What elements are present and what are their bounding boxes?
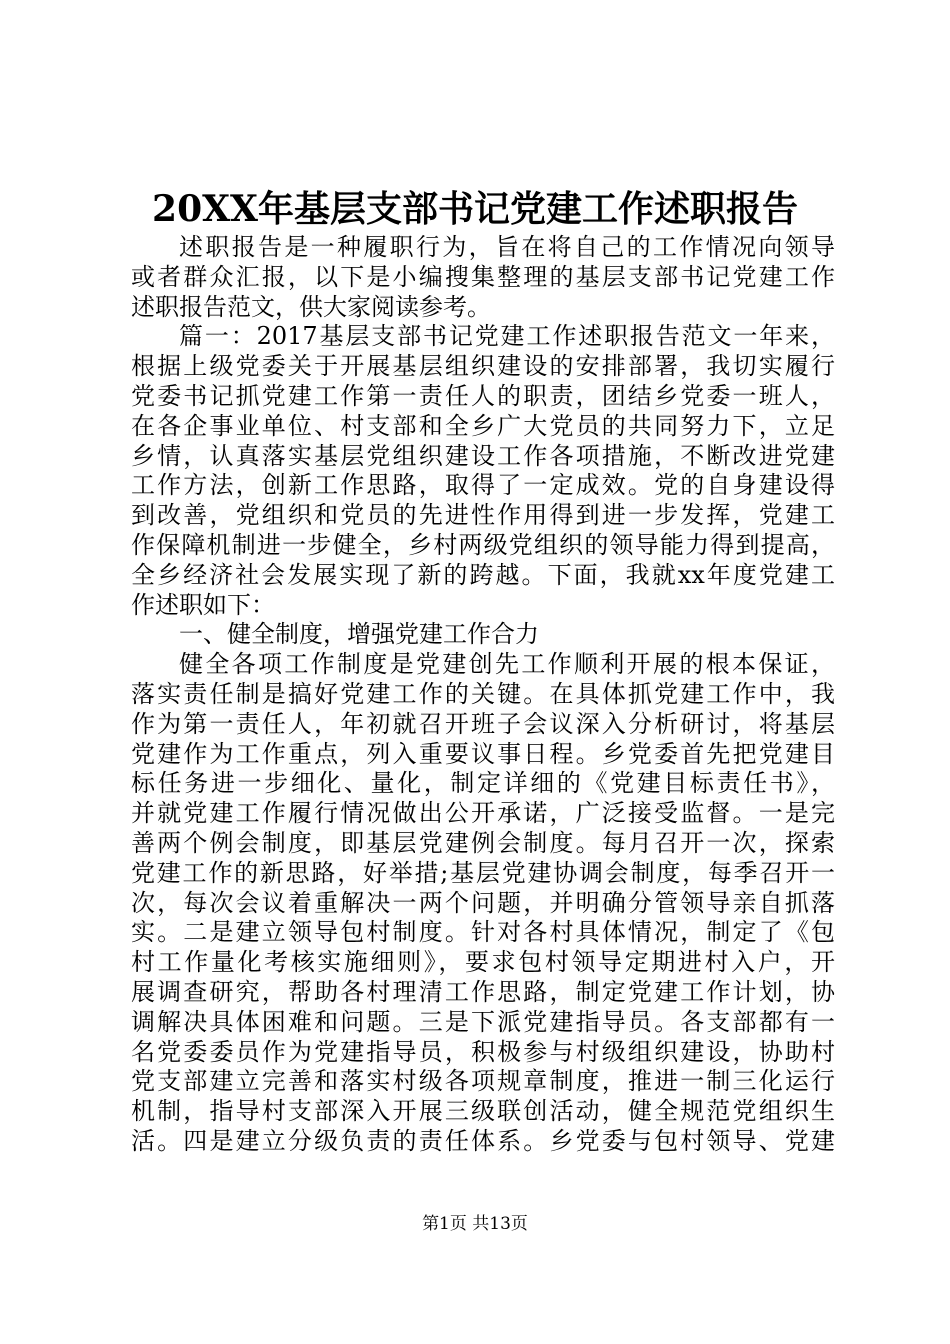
section-heading: 一、健全制度，增强党建工作合力 — [179, 620, 539, 649]
body-line: 或者群众汇报，以下是小编搜集整理的基层支部书记党建工作 — [131, 262, 835, 291]
body-line: 展调查研究，帮助各村理清工作思路，制定党建工作计划，协 — [131, 977, 835, 1006]
body-line: 作为第一责任人，年初就召开班子会议深入分析研讨，将基层 — [131, 709, 835, 738]
body-line: 名党委委员作为党建指导员，积极参与村级组织建设，协助村 — [131, 1037, 835, 1066]
body-line: 次，每次会议着重解决一两个问题，并明确分管领导亲自抓落 — [131, 888, 835, 917]
body-line: 党支部建立完善和落实村级各项规章制度，推进一制三化运行 — [131, 1067, 835, 1096]
document-title: 20XX年基层支部书记党建工作述职报告 — [152, 188, 798, 230]
body-line: 作保障机制进一步健全，乡村两级党组织的领导能力得到提高， — [131, 530, 835, 559]
page-number-footer: 第1页 共13页 — [422, 1214, 528, 1234]
body-line: 调解决具体困难和问题。三是下派党建指导员。各支部都有一 — [131, 1007, 835, 1036]
body-line: 健全各项工作制度是党建创先工作顺利开展的根本保证， — [179, 650, 835, 679]
document-body — [131, 233, 835, 1157]
body-line: 根据上级党委关于开展基层组织建设的安排部署，我切实履行 — [131, 352, 835, 381]
body-line: 在各企事业单位、村支部和全乡广大党员的共同努力下，立足 — [131, 411, 835, 440]
body-line: 落实责任制是搞好党建工作的关键。在具体抓党建工作中，我 — [131, 679, 835, 708]
body-line: 乡情，认真落实基层党组织建设工作各项措施，不断改进党建 — [131, 441, 835, 470]
body-line: 到改善，党组织和党员的先进性作用得到进一步发挥，党建工 — [131, 501, 835, 530]
body-line: 党建工作的新思路，好举措;基层党建协调会制度，每季召开一 — [131, 858, 835, 887]
body-line: 善两个例会制度，即基层党建例会制度。每月召开一次，探索 — [131, 828, 835, 857]
body-line: 标任务进一步细化、量化，制定详细的《党建目标责任书》， — [131, 769, 835, 798]
body-line: 党委书记抓党建工作第一责任人的职责，团结乡党委一班人， — [131, 381, 835, 410]
body-line: 活。四是建立分级负责的责任体系。乡党委与包村领导、党建 — [131, 1126, 835, 1155]
body-line: 述职报告是一种履职行为，旨在将自己的工作情况向领导 — [179, 233, 835, 261]
body-line: 实。二是建立领导包村制度。针对各村具体情况，制定了《包 — [131, 918, 835, 947]
body-line: 工作方法，创新工作思路，取得了一定成效。党的自身建设得 — [131, 471, 835, 500]
body-line: 村工作量化考核实施细则》，要求包村领导定期进村入户，开 — [131, 948, 835, 977]
body-line: 全乡经济社会发展实现了新的跨越。下面，我就xx年度党建工 — [131, 560, 835, 589]
body-line: 党建作为工作重点，列入重要议事日程。乡党委首先把党建目 — [131, 739, 835, 768]
body-line: 并就党建工作履行情况做出公开承诺，广泛接受监督。一是完 — [131, 799, 835, 828]
body-line: 述职报告范文，供大家阅读参考。 — [131, 292, 491, 321]
body-line: 作述职如下： — [131, 590, 275, 619]
body-line: 机制，指导村支部深入开展三级联创活动，健全规范党组织生 — [131, 1097, 835, 1126]
body-line: 篇一：2017基层支部书记党建工作述职报告范文一年来， — [179, 322, 835, 351]
